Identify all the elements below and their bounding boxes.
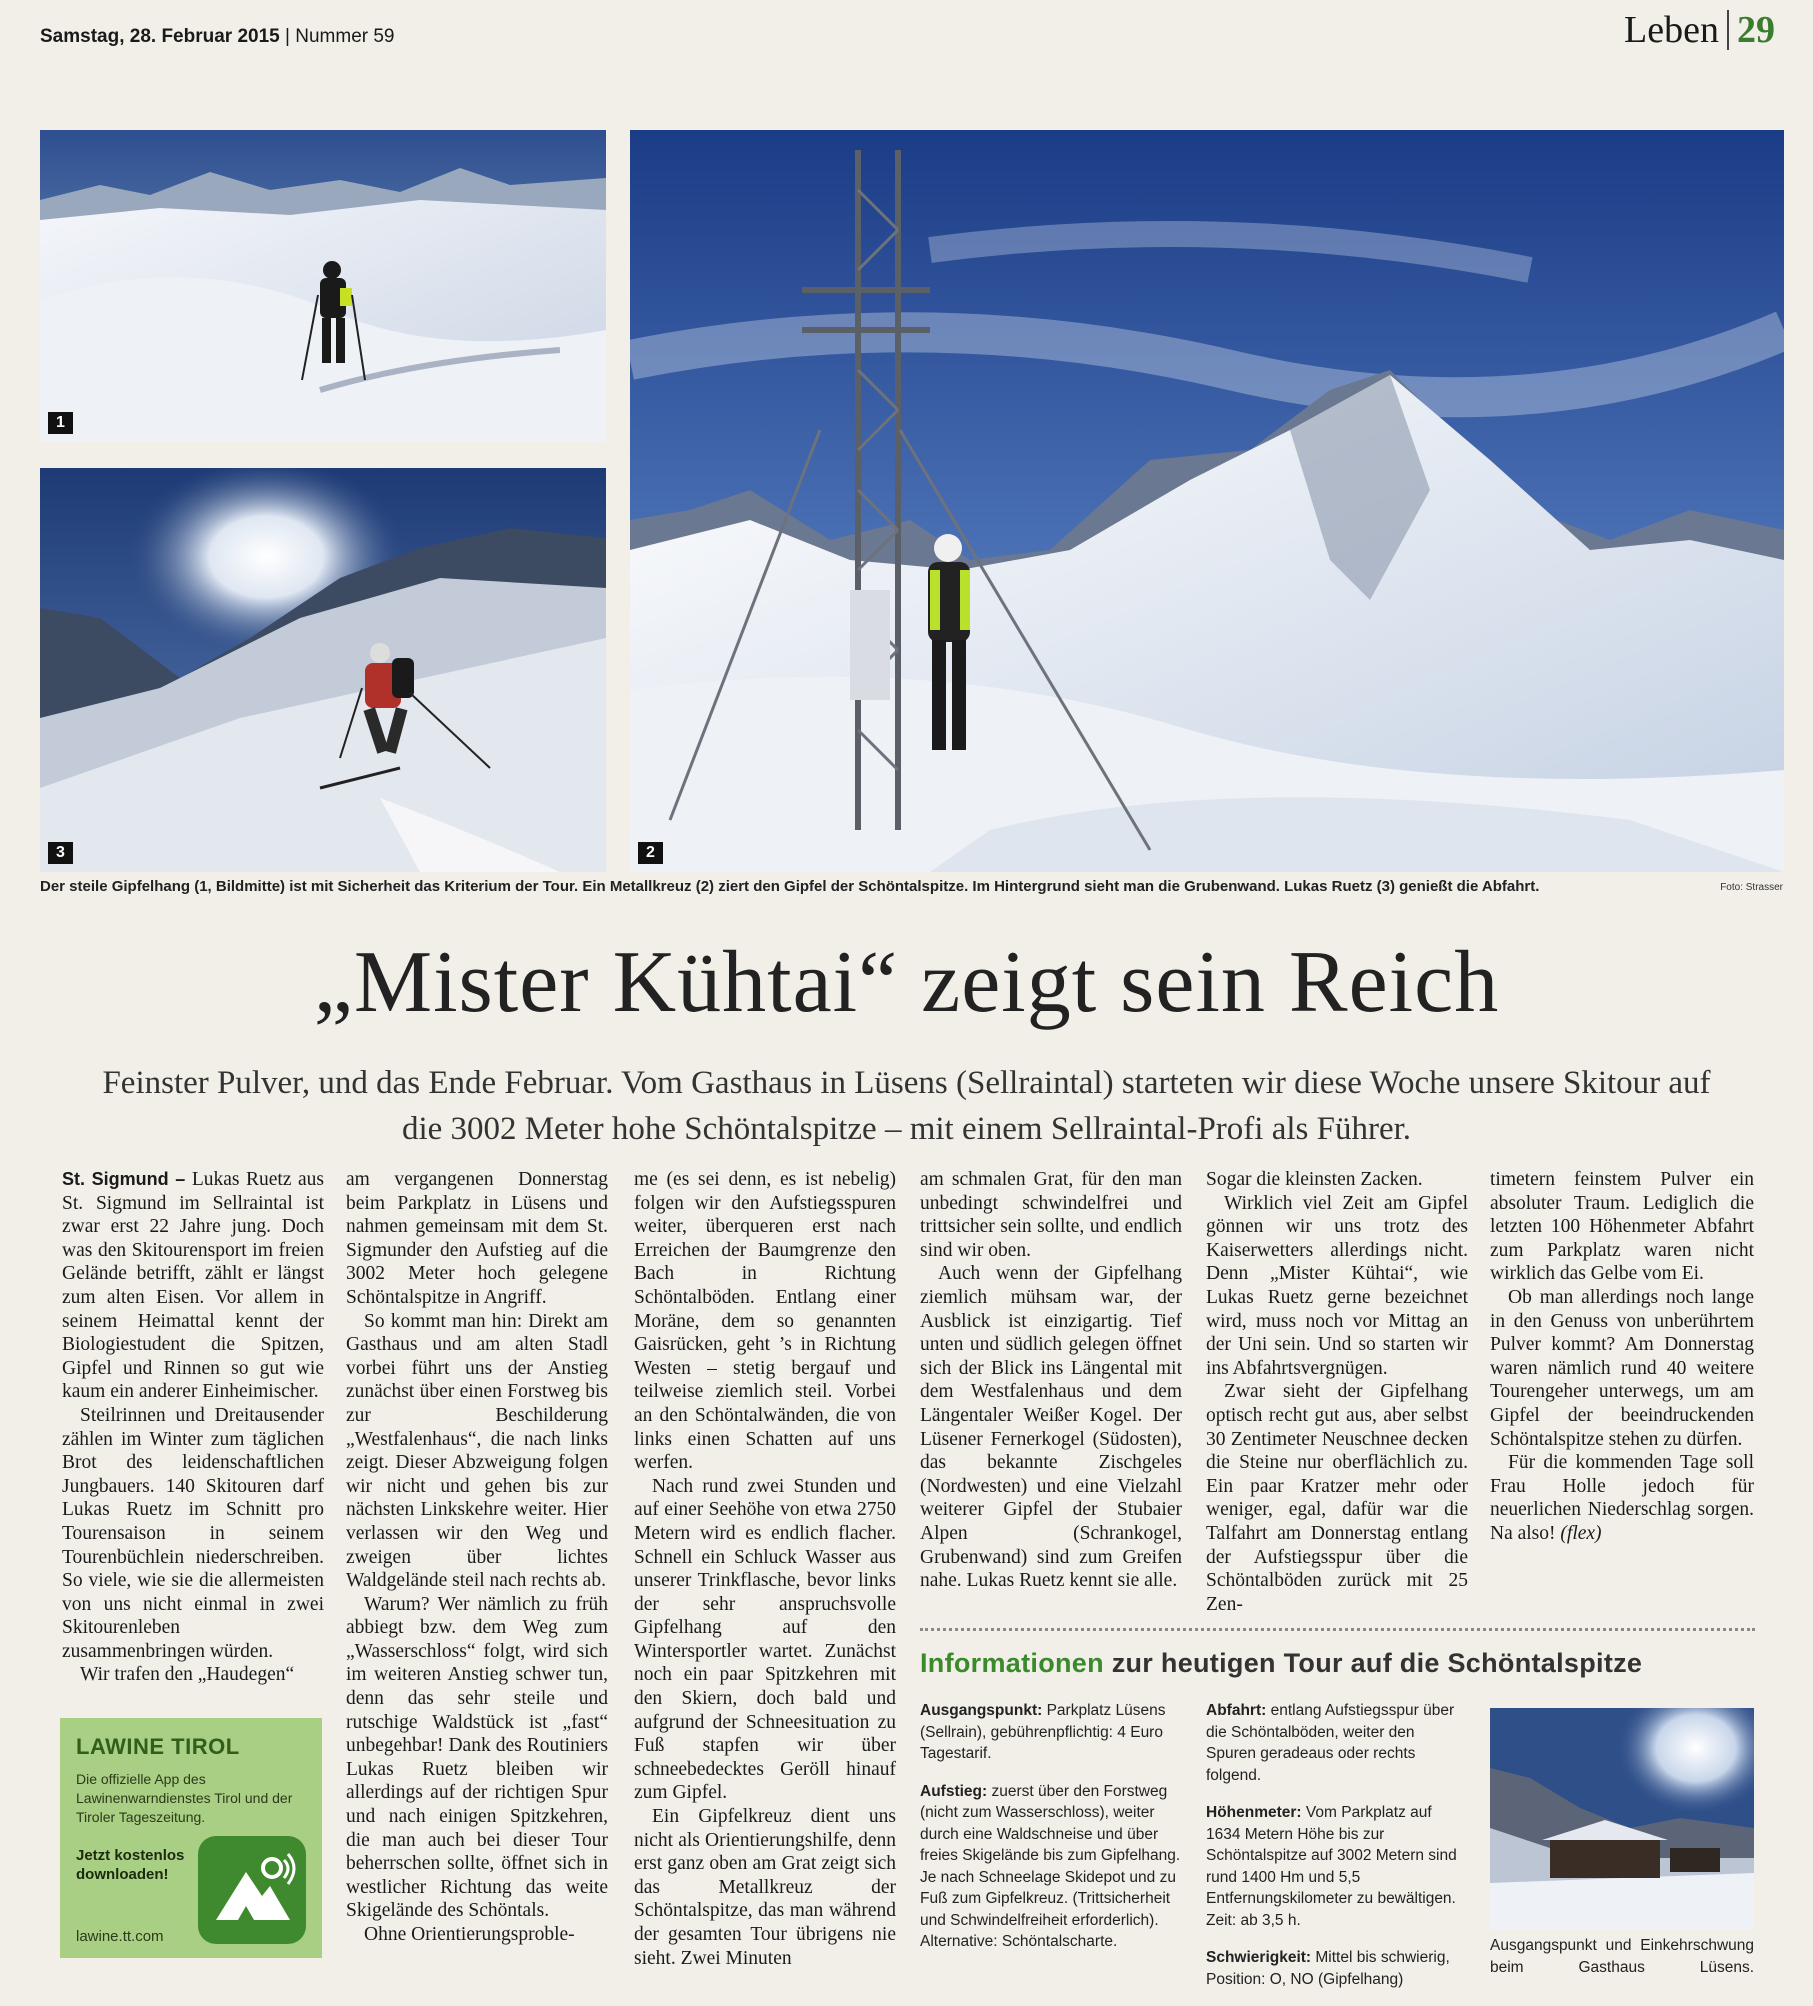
photo-descent (40, 468, 606, 872)
mountain-sun-icon[interactable] (198, 1836, 306, 1944)
headline: „Mister Kühtai“ zeigt sein Reich (313, 934, 1500, 1031)
photo-ascent (40, 130, 606, 442)
photo-gasthaus-image (1490, 1708, 1754, 1930)
article-paragraph: timetern feinstem Pulver ein absoluter Traum. Lediglich die letzten 100 Höhenmeter Abfahrt zum Parkplatz waren nicht wirklich das Gelbe vom Ei. (1490, 1169, 1754, 1285)
article-paragraph: Nach rund zwei Stunden und auf einer Seehöhe von etwa 2750 Metern wird es endlich flacher. Schnell ein Schluck Wasser aus unserer Trinkflasche, bevor links der sehr anspruchsvolle Gipfelhang auf den Wintersportler wartet. Zunächst noch ein paar Spitzkehren mit den Skiern, doch bald und aufgrund der Schneesituation zu Fuß stapfen wir über schneebedecktes Geröll hinauf zum Gipfel. (634, 1475, 896, 1804)
article-paragraph: Sogar die kleinsten Zacken. (1206, 1169, 1423, 1190)
photo-summit-image (630, 130, 1784, 872)
article-paragraph: Zwar sieht der Gipfelhang optisch recht gut aus, aber selbst 30 Zentimeter Neuschnee decken die Steine nur oberflächlich zu. Ein paar Kratzer mehr oder weniger, egal, dafür war die Talfahrt am Donnerstag entlang der Aufstiegsspur über die Schöntalböden zurück mit 25 Zen- (1206, 1381, 1468, 1615)
dateline: St. Sigmund – (62, 1169, 186, 1189)
page-header-dateline: Samstag, 28. Februar 2015 | Nummer 59 (40, 26, 395, 47)
photo-summit-cross (630, 130, 1784, 872)
info-start: Ausgangspunkt: Parkplatz Lüsens (Sellrain), gebührenpflichtig: 4 Euro Tagestarif. (920, 1702, 1166, 1762)
photo-credit: Foto: Strasser (1720, 882, 1783, 893)
ad-download-cta[interactable]: Jetzt kostenlos downloaden! (76, 1847, 185, 1883)
article-paragraph: me (es sei denn, es ist nebelig) folgen wir den Aufstiegsspuren weiter, überqueren erst nach Erreichen der Baumgrenze den Bach in Richtung Schöntalböden. Entlang einer Moräne, dem so genannten Gaisrücken, geht ’s in Richtung Westen – stetig bergauf und teilweise ziemlich steil. Vorbei an den Schöntalwänden, die von links einen Schatten auf uns werfen. (634, 1169, 896, 1474)
article-paragraph: Warum? Wer nämlich zu früh abbiegt bzw. dem Weg zum „Wasserschloss“ folgt, wird sich im weiteren Anstieg schwer tun, denn das sehr steile und rutschige Waldstück ist „fast“ unbegehbar! Dank des Routiniers Lukas Ruetz bleiben wir allerdings auf der richtigen Spur und nach einigen Spitzkehren, die man auch bei dieser Tour beherrschen sollte, öffnet sich in westlicher Richtung das weite Skigelände des Schöntals. (346, 1593, 608, 1922)
article-paragraph: Für die kommenden Tage soll Frau Holle jedoch für neuerlichen Niederschlag sorgen. Na also! (flex) (1490, 1452, 1754, 1544)
article-paragraph: am vergangenen Donnerstag beim Parkplatz in Lüsens und nahmen gemeinsam mit dem St. Sigmunder den Aufstieg auf die 3002 Meter hoch gelegene Schöntalspitze in Angriff. (346, 1169, 608, 1308)
article-column-2 (346, 1168, 608, 1947)
photo-gasthaus (1490, 1708, 1754, 1930)
article-paragraph: Wirklich viel Zeit am Gipfel gönnen wir uns trotz des Kaiserwetters allerdings nicht. Denn „Mister Kühtai“, wie Lukas Ruetz gerne bezeichnet wird, muss noch vor Mittag an der Uni sein. Und so starten wir ins Abfahrtsvergnügen. (1206, 1192, 1468, 1379)
article-column-1 (62, 1168, 324, 1687)
ad-url[interactable]: lawine.tt.com (76, 1928, 164, 1945)
section-header (1624, 8, 1775, 52)
photo-number-1: 1 (48, 412, 73, 434)
info-descent: Abfahrt: entlang Aufstiegsspur über die Schöntalböden, weiter den Spuren geradeaus oder rechts folgend. (1206, 1702, 1455, 1784)
photo-number-3: 3 (48, 842, 73, 864)
lawine-tirol-ad[interactable] (60, 1718, 322, 1958)
article-paragraph: am schmalen Grat, für den man unbedingt schwindelfrei und trittsicher sein sollte, und endlich sind wir oben. (920, 1169, 1182, 1261)
photo-ascent-image (40, 130, 606, 442)
info-column-right (1206, 1700, 1468, 2006)
header-date: Samstag, 28. Februar 2015 (40, 26, 280, 47)
subheadline: Feinster Pulver, und das Ende Februar. Vom Gasthaus in Lüsens (Sellraintal) starteten wir diese Woche unsere Skitour auf die 3002 Meter hohe Schöntalspitze – mit einem Sellraintal-Profi als Führer. (102, 1065, 1711, 1147)
article-paragraph: Auch wenn der Gipfelhang ziemlich mühsam war, der Ausblick ist einzigartig. Tief unten und südlich gelegen öffnet sich der Blick ins Längental mit dem Westfalenhaus und dem Längentaler Weißer Kogel. Der Lüsener Fernerkogel (Südosten), das bekannte Zischgeles (Nordwesten) und eine Vielzahl weiterer Gipfel der Stubaier Alpen (Schrankogel, Grubenwand) sind zum Greifen nahe. Lukas Ruetz kennt sie alle. (920, 1263, 1182, 1592)
photo-descent-image (40, 468, 606, 872)
info-altitude: Höhenmeter: Vom Parkplatz auf 1634 Metern Höhe bis zur Schöntalspitze auf 3002 Metern sind rund 1400 Hm und 5,5 Entfernungskilometer zu bewältigen. Zeit: ab 3,5 h. (1206, 1804, 1457, 1929)
author-signature: (flex) (1560, 1522, 1602, 1544)
article-column-3 (634, 1168, 896, 1970)
header-issue: Nummer 59 (295, 26, 395, 47)
info-column-left (920, 1700, 1190, 1969)
article-paragraph: Ein Gipfelkreuz dient uns nicht als Orientierungshilfe, denn erst ganz oben am Grat zeigt sich das Metallkreuz der Schöntalspitze, das man während der gesamten Tour übrigens nie sieht. Zwei Minuten (634, 1806, 896, 1969)
article-paragraph: Ob man allerdings noch lange in den Genuss von unberührtem Pulver kommt? Am Donnerstag waren nämlich rund 40 weitere Tourengeher unterwegs, um am Gipfel der beeindruckenden Schöntalspitze stehen zu dürfen. (1490, 1286, 1754, 1450)
article-paragraph: Ohne Orientierungsproble- (364, 1924, 575, 1945)
photo-caption: Der steile Gipfelhang (1, Bildmitte) ist mit Sicherheit das Kriterium der Tour. Ein Metallkreuz (2) ziert den Gipfel der Schöntalspitze. Im Hintergrund sieht man die Grubenwand. Lukas Ruetz (3) genießt die Abfahrt. (40, 878, 1540, 895)
article-paragraph: Steilrinnen und Dreitausender zählen im Winter zum täglichen Brot des leidenschaftlichen Jungbauers. 140 Skitouren darf Lukas Ruetz im Schnitt pro Tourensaison in seinem Tourenbüchlein niederschreiben. So viele, wie sie die allermeisten von uns nicht einmal in zwei Skitourenleben zusammenbringen würden. (62, 1404, 324, 1662)
ad-title: LAWINE TIROL (76, 1734, 240, 1759)
photo-number-2: 2 (638, 842, 663, 864)
article-column-5 (1206, 1168, 1468, 1616)
article-column-4 (920, 1168, 1182, 1593)
page-number: 29 (1737, 9, 1775, 51)
article-paragraph: St. Sigmund – Lukas Ruetz aus St. Sigmund im Sellraintal ist zwar erst 22 Jahre jung. Doch was den Skitourensport im freien Gelände betrifft, zählt er längst zum alten Eisen. Vor allem in seinem Heimattal kennt der Biologiestudent die Spitzen, Gipfel und Rinnen so gut wie kaum ein anderer Einheimischer. (62, 1169, 324, 1403)
info-difficulty: Schwierigkeit: Mittel bis schwierig, Position: O, NO (Gipfelhang) (1206, 1949, 1450, 1988)
ad-text: Die offizielle App des Lawinenwarndienstes Tirol und der Tiroler Tageszeitung. (76, 1771, 293, 1825)
section-divider (1727, 10, 1729, 50)
article-paragraph: So kommt man hin: Direkt am Gasthaus und am alten Stadl vorbei führt uns der Anstieg zunächst über einen Forstweg bis zur Beschilderung „Westfalenhaus“, die nach links zeigt. Dieser Abzweigung folgen wir nicht und gehen bis zur nächsten Linkskehre weiter. Hier verlassen wir den Weg und zweigen über lichtes Waldgelände steil nach rechts ab. (346, 1310, 608, 1592)
info-ascent: Aufstieg: zuerst über den Forstweg (nicht zum Wasserschloss), weiter durch eine Waldschneise und über freies Skigelände bis zum Gipfelhang. Je nach Schneelage Skidepot und zu Fuß zum Gipfelkreuz. (Trittsicherheit und Schwindelfreiheit erforderlich). Alternative: Schöntalscharte. (920, 1782, 1181, 1950)
article-column-6 (1490, 1168, 1754, 1546)
info-divider (920, 1628, 1755, 1631)
info-title: Informationen zur heutigen Tour auf die Schöntalspitze (920, 1648, 1643, 1678)
section-name: Leben (1624, 9, 1719, 51)
info-photo-caption: Ausgangspunkt und Einkehrschwung beim Gasthaus Lüsens. (1490, 1937, 1754, 1976)
article-paragraph: Wir trafen den „Haudegen“ (80, 1664, 295, 1686)
